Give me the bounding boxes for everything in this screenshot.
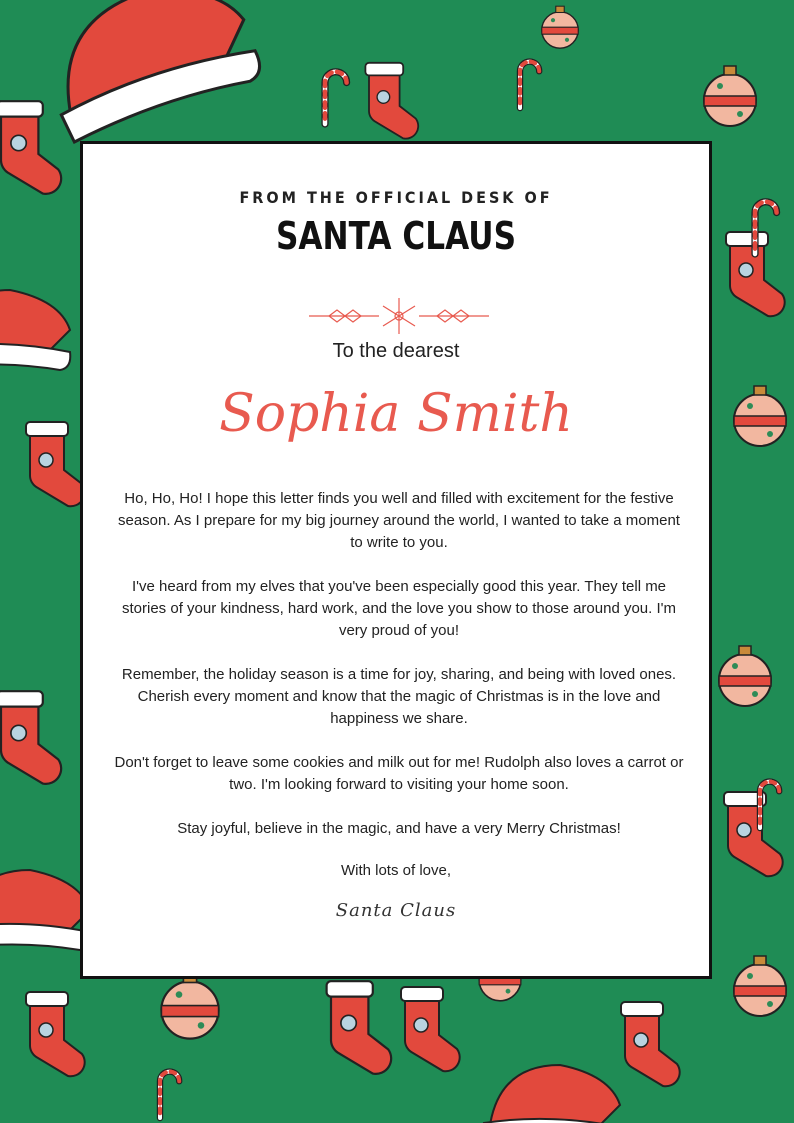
- letter-paragraph: Ho, Ho, Ho! I hope this letter finds you well and filled with excitement for the festive season. As I prepare for my big journey around the world, I wanted to take a moment to write to you.: [118, 490, 680, 551]
- stocking-icon: [0, 691, 61, 784]
- signature: Santa Claus: [335, 900, 457, 921]
- stocking-icon: [26, 992, 85, 1076]
- letter-paragraph: Don't forget to leave some cookies and milk out for me! Rudolph also loves a carrot or two. I'm looking forward to visiting your home soon.: [114, 754, 684, 793]
- candy-cane-icon: [520, 62, 539, 108]
- candy-cane-icon: [760, 782, 779, 828]
- letter-paragraph: Remember, the holiday season is a time for joy, sharing, and being with loved ones. Cherish every moment and know that the magic of Christmas is in the love and happiness we share.: [121, 666, 677, 727]
- ornament-icon: [542, 6, 578, 48]
- ornament-icon: [734, 386, 786, 446]
- stocking-icon: [327, 981, 392, 1074]
- greeting-line: To the dearest: [332, 340, 460, 362]
- ornament-icon: [719, 646, 771, 706]
- closing-line: With lots of love,: [340, 862, 452, 879]
- stocking-icon: [621, 1002, 680, 1086]
- letter-kicker: FROM THE OFFICIAL DESK OF: [239, 188, 553, 207]
- letter-body: [113, 488, 685, 862]
- candy-cane-icon: [325, 72, 347, 124]
- letter-paragraph: Stay joyful, believe in the magic, and have a very Merry Christmas!: [177, 820, 621, 837]
- stocking-icon: [401, 987, 460, 1071]
- letter-paragraph: I've heard from my elves that you've been especially good this year. They tell me stories of your kindness, hard work, and the love you show to those around you. I'm very proud of you!: [122, 578, 676, 639]
- stocking-icon: [365, 63, 418, 139]
- ornament-icon: [734, 956, 786, 1016]
- santa-hat-icon: [0, 290, 70, 370]
- recipient-name: Sophia Smith: [219, 384, 573, 444]
- santa-hat-icon: [484, 1065, 620, 1123]
- snowflake-divider-icon: [309, 292, 489, 340]
- letter-title: SANTA CLAUS: [275, 214, 517, 258]
- stocking-icon: [26, 422, 85, 506]
- stocking-icon: [0, 101, 61, 194]
- candy-cane-icon: [160, 1072, 179, 1118]
- santa-hat-icon: [0, 870, 90, 950]
- stocking-icon: [724, 792, 783, 876]
- ornament-icon: [161, 973, 218, 1039]
- santa-hat-icon: [32, 0, 265, 146]
- ornament-icon: [704, 66, 756, 126]
- letter-card: [80, 141, 712, 979]
